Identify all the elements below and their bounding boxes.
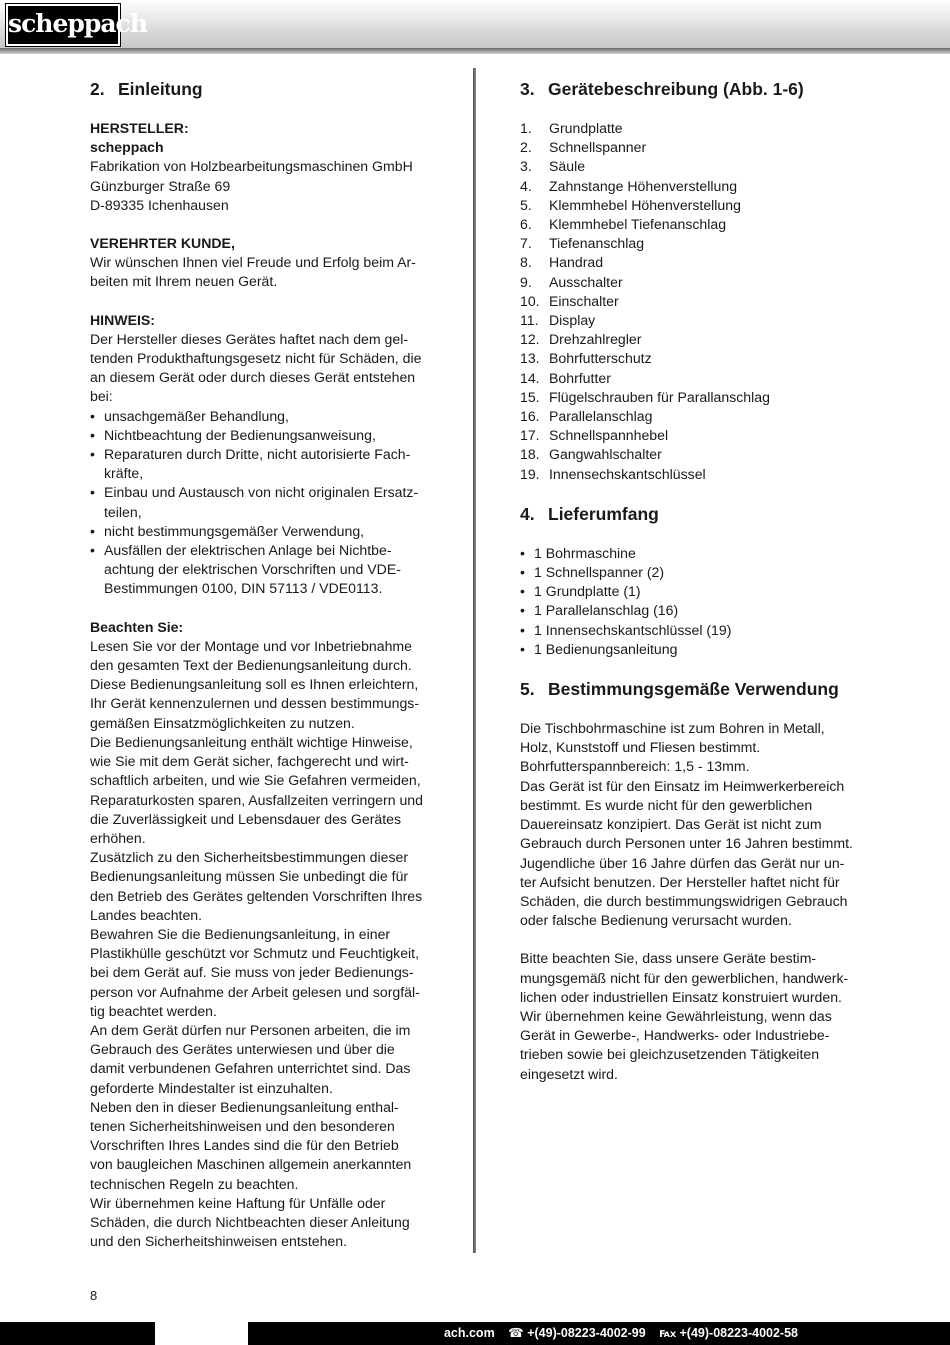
parts-list-item [520,234,865,253]
intended-use-line: Bohrfutterspannbereich: 1,5 - 13mm. [520,758,750,775]
attention-line: Reparaturkosten sparen, Ausfallzeiten verringern und [90,791,423,808]
parts-list-item [520,215,865,234]
attention-line: technischen Regeln zu beachten. [90,1175,299,1192]
attention-line: den Betrieb des Gerätes geltenden Vorschriften Ihres [90,887,423,904]
parts-item-label: Schnellspanner [549,139,647,156]
note-bullet-line: • Ausfällen der elektrischen Anlage bei Nichtbe- [104,542,392,559]
note-bullet-item [90,541,435,599]
attention-line: gemäßen Einsatzmöglichkeiten zu nutzen. [90,714,355,731]
attention-line: und den Sicherheitshinweisen entstehen. [90,1233,347,1250]
parts-item-number: 3. [520,158,532,175]
scope-of-delivery-list [520,544,865,659]
parts-list-item [520,426,865,445]
note-bullet-item [90,426,435,445]
attention-line: Lesen Sie vor der Montage und vor Inbetriebnahme [90,637,413,654]
section-5-heading: 5. Bestimmungsgemäße Verwendung [520,679,839,700]
intended-use-line: trieben sowie bei gleichzusetzenden Tätigkeiten [520,1046,820,1063]
parts-item-number: 12. [520,331,540,348]
intended-use-line: Schäden, die durch bestimmungswidrigen Gebrauch [520,892,848,909]
parts-item-number: 6. [520,216,532,233]
parts-item-number: 15. [520,388,540,405]
parts-item-label: Drehzahlregler [549,331,642,348]
parts-list [520,119,865,484]
section-2-heading: 2. Einleitung [90,79,203,99]
note-bullet-line: • nicht bestimmungsgemäßer Verwendung, [104,522,365,539]
parts-item-label: Grundplatte [549,120,623,136]
parts-item-number: 9. [520,273,532,290]
parts-list-item [520,349,865,368]
note-bullet-list [90,407,435,599]
parts-item-label: Ausschalter [549,273,623,290]
parts-item-label: Zahnstange Höhenverstellung [549,177,738,194]
attention-line: wie Sie mit dem Gerät sicher, fachgerecht und wirt- [90,753,409,770]
parts-item-label: Säule [549,158,586,175]
scope-list-item: • 1 Bedienungsanleitung [520,640,865,659]
attention-line: Neben den in dieser Bedienungsanleitung enthal- [90,1098,399,1115]
attention-line: Bedienungsanleitung müssen Sie unbedingt die für [90,868,409,885]
manufacturer-line: Günzburger Straße 69 [90,177,231,194]
manufacturer-heading: HERSTELLER: [90,120,189,136]
note-bullet-item [90,445,435,483]
parts-list-item [520,369,865,388]
parts-item-number: 10. [520,292,540,309]
attention-line: An dem Gerät dürfen nur Personen arbeiten, die im [90,1021,411,1038]
note-bullet-item [90,483,435,521]
footer-website[interactable]: ach.com [443,1326,495,1340]
parts-list-item [520,388,865,407]
note-bullet-item [90,522,435,541]
parts-item-label: Parallelanschlag [549,408,653,425]
parts-list-item [520,177,865,196]
attention-line: Plastikhülle geschützt vor Schmutz und Feuchtigkeit, [90,945,420,962]
left-column [90,78,435,1251]
parts-item-label: Einschalter [549,292,619,309]
parts-item-number: 4. [520,177,532,194]
parts-item-number: 11. [520,312,539,329]
attention-line: Wir übernehmen keine Haftung für Unfälle oder [90,1194,386,1211]
manufacturer-line: Fabrikation von Holzbearbeitungsmaschinen GmbH [90,158,413,175]
intended-use-line: Gebrauch durch Personen unter 16 Jahren bestimmt. [520,835,853,852]
intended-use-line: ter Aufsicht benutzen. Der Hersteller haftet nicht für [520,873,840,890]
page-number: 8 [90,1288,98,1303]
intended-use-line: lichen oder industriellen Einsatz konstruiert wurden. [520,988,842,1005]
customer-line: Wir wünschen Ihnen viel Freude und Erfolg beim Ar- [90,254,416,271]
note-line: tenden Produkthaftungsgesetz nicht für Schäden, die [90,350,422,367]
parts-item-label: Bohrfutter [549,369,611,386]
footer-white-block [155,1322,248,1345]
attention-line: Vorschriften Ihres Landes sind die für den Betrieb [90,1137,399,1154]
intended-use-line: Holz, Kunststoff und Fliesen bestimmt. [520,739,761,756]
parts-item-number: 17. [520,427,540,444]
parts-item-number: 14. [520,369,540,386]
customer-heading: VEREHRTER KUNDE, [90,235,235,252]
note-bullet-line: Bestimmungen 0100, DIN 57113 / VDE0113. [104,580,383,597]
attention-line: tig beachtet werden. [90,1002,217,1019]
intended-use-paragraph-2 [520,949,865,1083]
parts-item-number: 13. [520,350,540,367]
parts-list-item [520,311,865,330]
note-bullet-line: kräfte, [104,465,144,482]
attention-line: den gesamten Text der Bedienungsanleitung durch. [90,657,412,674]
parts-item-number: 7. [520,235,532,252]
parts-item-label: Klemmhebel Tiefenanschlag [549,216,727,233]
parts-item-number: 18. [520,446,540,463]
intended-use-line: Gerät in Gewerbe-, Handwerks- oder Industriebe- [520,1027,830,1044]
note-bullet-line: teilen, [104,503,142,520]
parts-item-number: 2. [520,139,532,156]
attention-line: person vor Aufnahme der Arbeit gelesen und sorgfäl- [90,983,420,1000]
scope-list-item: • 1 Schnellspanner (2) [520,563,865,582]
attention-line: Landes beachten. [90,906,203,923]
attention-line: Bewahren Sie die Bedienungsanleitung, in einer [90,925,391,942]
note-bullet-line: • unsachgemäßer Behandlung, [104,407,289,424]
attention-block [90,618,435,1252]
scope-list-item: • 1 Innensechskantschlüssel (19) [520,621,865,640]
scope-list-item: • 1 Parallelanschlag (16) [520,601,865,620]
manufacturer-line: D-89335 Ichenhausen [90,196,229,213]
attention-line: Zusätzlich zu den Sicherheitsbestimmungen dieser [90,849,409,866]
manufacturer-name: scheppach [90,139,164,156]
note-line: Der Hersteller dieses Gerätes haftet nach dem gel- [90,330,409,347]
note-line: bei: [90,388,113,405]
parts-list-item [520,445,865,464]
attention-line: damit verbundenen Gefahren unterrichtet sind. Das [90,1060,411,1077]
intended-use-paragraph-1 [520,719,865,930]
intended-use-line: Die Tischbohrmaschine ist zum Bohren in Metall, [520,720,825,737]
attention-line: Ihr Gerät kennenzulernen und dessen bestimmungs- [90,695,420,712]
parts-list-item [520,119,865,138]
header-rule [0,48,950,54]
note-line: an diesem Gerät oder durch dieses Gerät entstehen [90,369,416,386]
intended-use-line: eingesetzt wird. [520,1065,618,1082]
attention-line: von baugleichen Maschinen allgemein anerkannten [90,1156,412,1173]
parts-list-item [520,407,865,426]
customer-block [90,234,435,292]
note-bullet-line: • Einbau und Austausch von nicht originalen Ersatz- [104,484,419,501]
attention-line: bei dem Gerät auf. Sie muss von jeder Bedienungs- [90,964,414,981]
note-bullet-line: achtung der elektrischen Vorschriften und VDE- [104,561,401,578]
footer-phone: ☎ +(49)-08223-4002-99 [508,1326,646,1340]
parts-list-item [520,138,865,157]
customer-line: beiten mit Ihrem neuen Gerät. [90,273,278,290]
intended-use-line: mungsgemäß nicht für den gewerblichen, handwerk- [520,969,849,986]
section-3-heading: 3. Gerätebeschreibung (Abb. 1-6) [520,79,804,99]
note-bullet-line: • Nichtbeachtung der Bedienungsanweisung, [104,426,376,443]
parts-item-number: 8. [520,254,532,271]
intended-use-line: oder falsche Bedienung verursacht wurden. [520,912,792,929]
attention-line: die Zuverlässigkeit und Lebensdauer des Gerätes [90,810,402,827]
parts-item-label: Flügelschrauben für Parallanschlag [549,388,770,405]
parts-item-label: Tiefenanschlag [549,235,645,252]
parts-list-item [520,330,865,349]
parts-list-item [520,273,865,292]
attention-heading: Beachten Sie: [90,618,184,635]
note-bullet-line: • Reparaturen durch Dritte, nicht autorisierte Fach- [104,446,411,463]
attention-line: Gebrauch des Gerätes unterwiesen und über die [90,1041,395,1058]
parts-item-label: Klemmhebel Höhenverstellung [549,196,741,213]
scheppach-logo: scheppach [6,4,120,46]
parts-item-label: Schnellspannhebel [549,427,669,444]
manufacturer-block [90,119,435,215]
attention-line: Die Bedienungsanleitung enthält wichtige Hinweise, [90,733,413,750]
parts-item-number: 1. [520,120,532,136]
footer-contact [444,1322,798,1345]
parts-list-item [520,157,865,176]
intended-use-line: Das Gerät ist für den Einsatz im Heimwerkerbereich [520,777,845,794]
parts-list-item [520,465,865,484]
intended-use-line: Bitte beachten Sie, dass unsere Geräte bestim- [520,950,817,967]
intended-use-line: bestimmt. Es wurde nicht für den gewerblichen [520,796,813,813]
parts-item-label: Gangwahlschalter [549,446,662,463]
section-4-heading: 4. Lieferumfang [520,503,659,524]
intended-use-line: Jugendliche über 16 Jahre dürfen das Gerät nur un- [520,854,845,871]
parts-list-item [520,196,865,215]
note-block [90,311,435,599]
parts-item-number: 16. [520,408,540,425]
scope-list-item: • 1 Bohrmaschine [520,544,865,563]
right-column [520,78,865,1084]
note-heading: HINWEIS: [90,311,155,328]
parts-item-label: Display [549,312,596,329]
column-divider [473,68,476,1253]
attention-line: Diese Bedienungsanleitung soll es Ihnen erleichtern, [90,676,419,693]
parts-list-item [520,292,865,311]
attention-line: erhöhen. [90,829,146,846]
intended-use-line: Dauereinsatz konzipiert. Das Gerät ist nicht zum [520,816,822,833]
parts-item-label: Handrad [549,254,604,271]
parts-item-number: 5. [520,196,532,213]
parts-list-item [520,253,865,272]
parts-item-label: Innensechskantschlüssel [549,465,706,482]
intended-use-line: Wir übernehmen keine Gewährleistung, wenn das [520,1007,832,1024]
footer-fax: ℻ +(49)-08223-4002-58 [659,1326,798,1340]
scope-list-item: • 1 Grundplatte (1) [520,582,865,601]
parts-item-number: 19. [520,465,540,482]
note-bullet-item [90,407,435,426]
attention-line: Schäden, die durch Nichtbeachten dieser Anleitung [90,1213,410,1230]
attention-line: geforderte Mindestalter ist einzuhalten. [90,1079,333,1096]
attention-line: schaftlich arbeiten, und wie Sie Gefahren vermeiden, [90,772,421,789]
attention-line: tenen Sicherheitshinweisen und den besonderen [90,1117,395,1134]
parts-item-label: Bohrfutterschutz [549,350,652,367]
